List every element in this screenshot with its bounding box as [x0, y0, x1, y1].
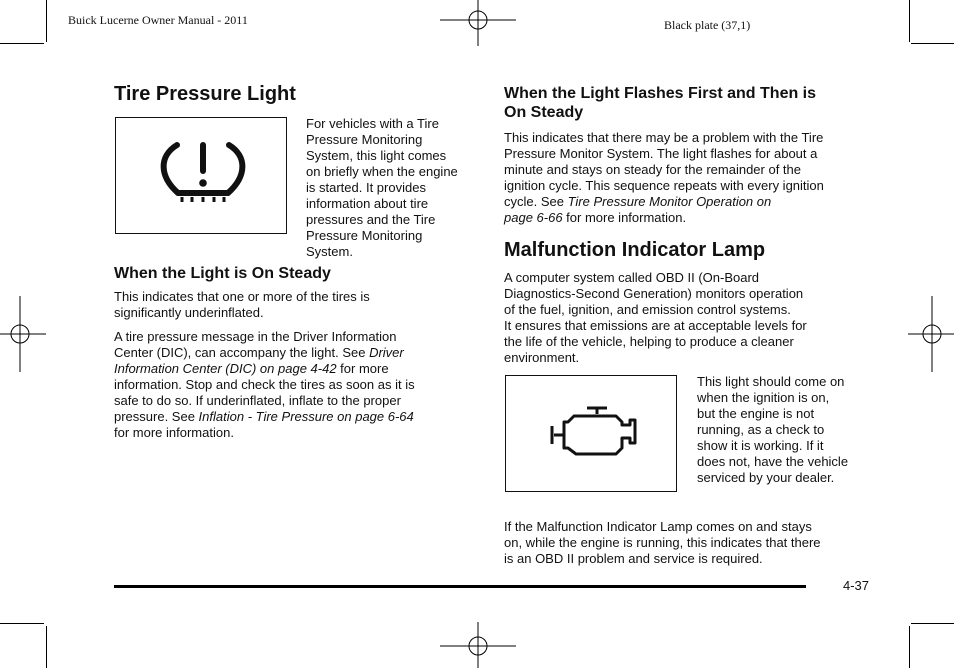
dic-reference-link[interactable]: Driver [369, 345, 404, 360]
flash-heading: When the Light Flashes First and Then is On Steady [504, 85, 817, 121]
tire-intro-text: For vehicles with a Tire Pressure Monitoring System, this light comes on briefly when the engine is started. It provides information about tire pressures and the Tire Pressure Monitoring System. [306, 116, 458, 259]
mil-paragraph-1: A computer system called OBD II (On-Board Diagnostics-Second Generation) monitors operation of the fuel, ignition, and emission control systems. It ensures that emissions are at acceptable levels for the life of the vehicle, helping to produce a cleaner environment. [504, 270, 807, 365]
registration-mark-top [440, 0, 516, 46]
mil-paragraph-2: If the Malfunction Indicator Lamp comes on and stays on, while the engine is running, this indicates that there is an OBD II problem and service is required. [504, 519, 821, 566]
registration-mark-bottom [440, 622, 516, 668]
flash-paragraph: This indicates that there may be a problem with the Tire Pressure Monitor System. The light flashes for about a minute and stays on steady for the remainder of the ignition cycle. This sequence repeats with every ignition cycle. See Tire Pressure Monitor Operation on page 6-66 for more information. [504, 130, 824, 225]
footer-rule [114, 585, 806, 588]
crop-mark [909, 626, 910, 668]
mil-side-text: This light should come on when the ignition is on, but the engine is not running, as a check to show it is working. If it does not, have the vehicle serviced by your dealer. [697, 374, 849, 485]
tire-pressure-icon [116, 118, 285, 232]
dic-reference-link-cont[interactable]: Information Center (DIC) on page 4-42 [114, 361, 337, 376]
crop-mark [46, 0, 47, 42]
crop-mark [909, 0, 910, 42]
tire-pressure-icon-box [115, 117, 287, 234]
steady-paragraph-1: This indicates that one or more of the tires is significantly underinflated. [114, 289, 370, 320]
tpms-operation-reference-link-cont[interactable]: page 6-66 [504, 210, 563, 225]
crop-mark [46, 626, 47, 668]
crop-mark [0, 623, 44, 624]
steady-paragraph-2: A tire pressure message in the Driver Information Center (DIC), can accompany the light. See Driver Information Center (DIC) on page 4-42 for more information. Stop and check the tires as soon as it is safe to do so. If underinflated, inflate to the proper pressure. See Inflation - Tire Pressure on page 6-64 for more information. [114, 329, 415, 440]
header-manual-title: Buick Lucerne Owner Manual - 2011 [68, 13, 248, 27]
crop-mark [911, 623, 954, 624]
page-number: 4-37 [843, 578, 870, 593]
registration-mark-left [0, 296, 46, 372]
check-engine-icon [506, 376, 675, 490]
malfunction-indicator-lamp-title: Malfunction Indicator Lamp [504, 239, 766, 261]
registration-mark-right [908, 296, 954, 372]
crop-mark [911, 43, 954, 44]
inflation-reference-link[interactable]: Inflation - Tire Pressure on page 6-64 [198, 409, 414, 424]
tire-pressure-light-title: Tire Pressure Light [114, 83, 296, 105]
engine-icon-box [505, 375, 677, 492]
crop-mark [0, 43, 44, 44]
steady-heading: When the Light is On Steady [114, 265, 331, 282]
tpms-operation-reference-link[interactable]: Tire Pressure Monitor Operation on [567, 194, 772, 209]
header-plate-label: Black plate (37,1) [664, 18, 751, 32]
